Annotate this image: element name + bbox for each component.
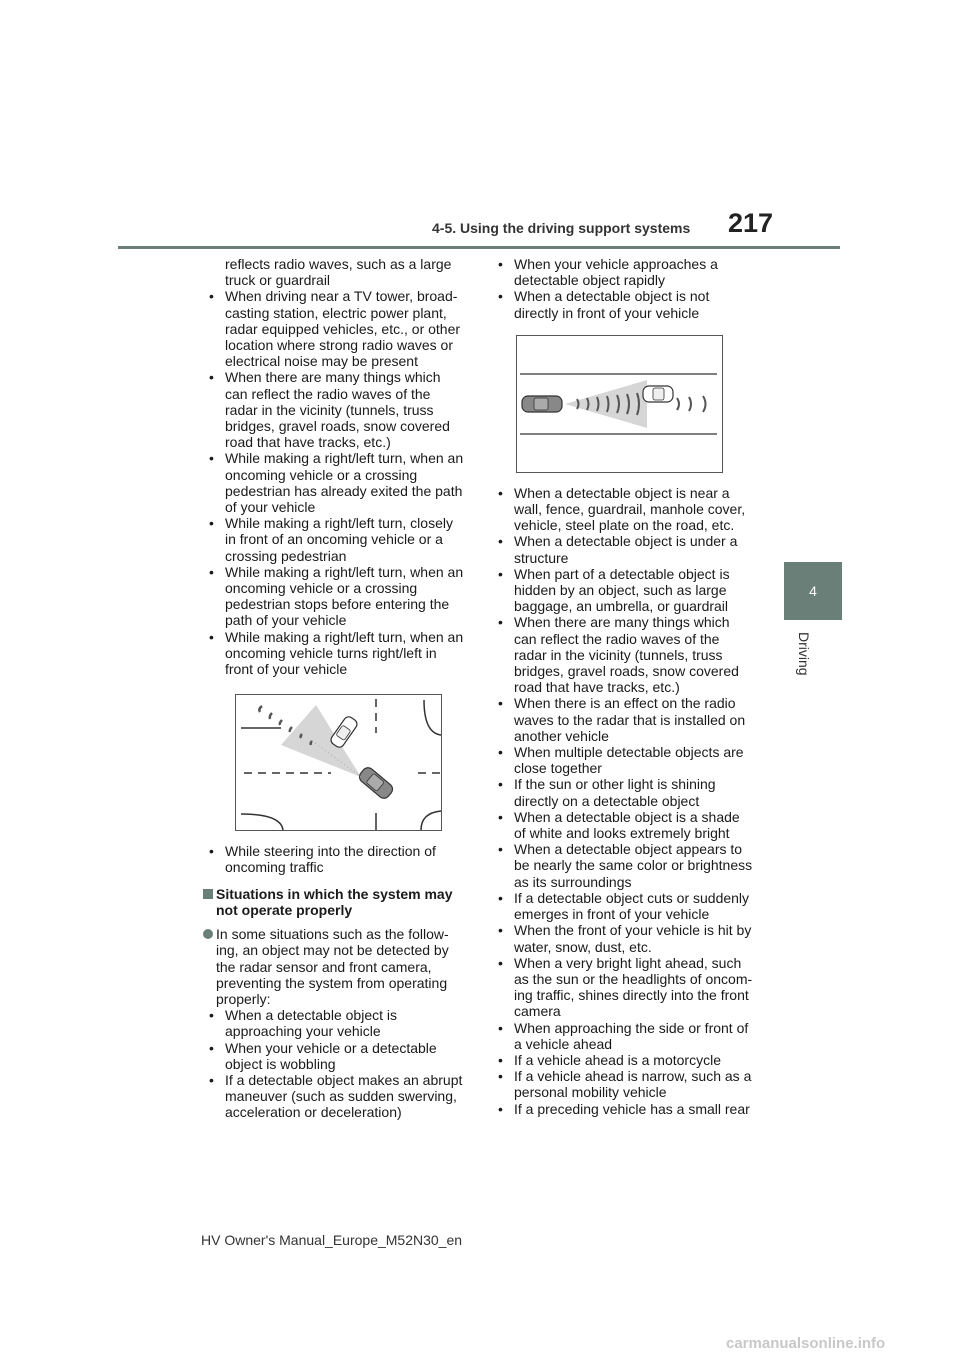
continuation-text: reflects radio waves, such as a large truck or guardrail [225, 256, 452, 289]
list-item: • When there are many things which can reflect the radio waves of the radar in the vicinity (tunnels, truss bridges, gravel roads, snow covered road that have tracks, etc.) [203, 369, 465, 450]
intersection-turn-illustration [235, 694, 442, 831]
section-heading [203, 886, 465, 918]
bullet-list-left-bottom [203, 1007, 465, 1120]
header-divider [118, 246, 840, 249]
chapter-tab[interactable] [784, 562, 842, 620]
right-column [492, 256, 754, 1117]
list-item: • If a detectable object makes an abrupt maneuver (such as sudden swerving, acceleration or deceleration) [203, 1072, 465, 1121]
list-item: • When a detectable object is near a wall, fence, guardrail, manhole cover, vehicle, steel plate on the road, etc. [492, 485, 754, 534]
list-item: • When your vehicle or a detectable object is wobbling [203, 1040, 465, 1072]
list-item: • When a very bright light ahead, such as the sun or the headlights of oncom-ing traffic, shines directly into the front camera [492, 955, 754, 1020]
lane-diagram [517, 336, 722, 472]
list-item: • When part of a detectable object is hidden by an object, such as large baggage, an umbrella, or guardrail [492, 566, 754, 615]
list-item: • When there is an effect on the radio waves to the radar that is installed on another vehicle [492, 695, 754, 744]
list-item: • If a vehicle ahead is narrow, such as a personal mobility vehicle [492, 1068, 754, 1100]
list-item: • If a preceding vehicle has a small rear [492, 1101, 754, 1117]
bullet-list-left-mid [203, 843, 465, 875]
list-item: • When a detectable object is a shade of white and looks extremely bright [492, 809, 754, 841]
section-title: 4-5. Using the driving support systems [432, 220, 691, 236]
list-item: • When your vehicle approaches a detectable object rapidly [492, 256, 754, 288]
list-item: • When the front of your vehicle is hit by water, snow, dust, etc. [492, 922, 754, 954]
own-car-icon [522, 396, 562, 412]
bullet-list-left-top [203, 288, 465, 677]
list-item: • If a detectable object cuts or suddenly emerges in front of your vehicle [492, 890, 754, 922]
manual-footer: HV Owner's Manual_Europe_M52N30_en [201, 1232, 463, 1248]
chapter-label: Driving [796, 632, 812, 676]
intersection-diagram [236, 695, 441, 830]
paragraph-dot-icon [203, 929, 213, 939]
list-item: • While making a right/left turn, when an oncoming vehicle turns right/left in front of your vehicle [203, 629, 465, 678]
heading-text: Situations in which the system may not operate properly [216, 885, 453, 918]
list-item: • If the sun or other light is shining directly on a detectable object [492, 776, 754, 808]
heading-square-icon [203, 889, 213, 899]
list-item: • While steering into the direction of oncoming traffic [203, 843, 465, 875]
list-item: • When a detectable object is not directly in front of your vehicle [492, 288, 754, 320]
list-item: • When approaching the side or front of a vehicle ahead [492, 1020, 754, 1052]
chapter-number: 4 [809, 583, 817, 599]
page-number: 217 [728, 208, 774, 238]
list-item: • When multiple detectable objects are close together [492, 744, 754, 776]
list-item: • While making a right/left turn, when an oncoming vehicle or a crossing pedestrian has already exited the path of your vehicle [203, 450, 465, 515]
list-item: • When a detectable object is approaching your vehicle [203, 1007, 465, 1039]
watermark: carmanualsonline.info [726, 1335, 886, 1352]
list-item: • When a detectable object appears to be nearly the same color or brightness as its surroundings [492, 841, 754, 890]
bullet-list-right-top [492, 256, 754, 321]
oncoming-car-icon [329, 715, 359, 749]
intro-paragraph [203, 926, 465, 1007]
list-item: • When there are many things which can reflect the radio waves of the radar in the vicinity (tunnels, truss bridges, gravel roads, snow covered road that have tracks, etc.) [492, 614, 754, 695]
detected-car-icon [643, 386, 673, 402]
paragraph-text: In some situations such as the follow-ing, an object may not be detected by the radar sensor and front camera, preventing the system from operating properly: [216, 926, 449, 1007]
list-item: • While making a right/left turn, closely in front of an oncoming vehicle or a crossing pedestrian [203, 515, 465, 564]
offset-object-illustration [516, 335, 723, 473]
bullet-list-right-bottom [492, 485, 754, 1117]
list-item: • When driving near a TV tower, broad-casting station, electric power plant, radar equipped vehicles, etc., or other location where strong radio waves or electrical noise may be present [203, 288, 465, 369]
list-item: • While making a right/left turn, when an oncoming vehicle or a crossing pedestrian stops before entering the path of your vehicle [203, 564, 465, 629]
list-item: • If a vehicle ahead is a motorcycle [492, 1052, 754, 1068]
list-item: • When a detectable object is under a structure [492, 533, 754, 565]
left-column [203, 256, 465, 1121]
own-car-icon [357, 766, 395, 801]
